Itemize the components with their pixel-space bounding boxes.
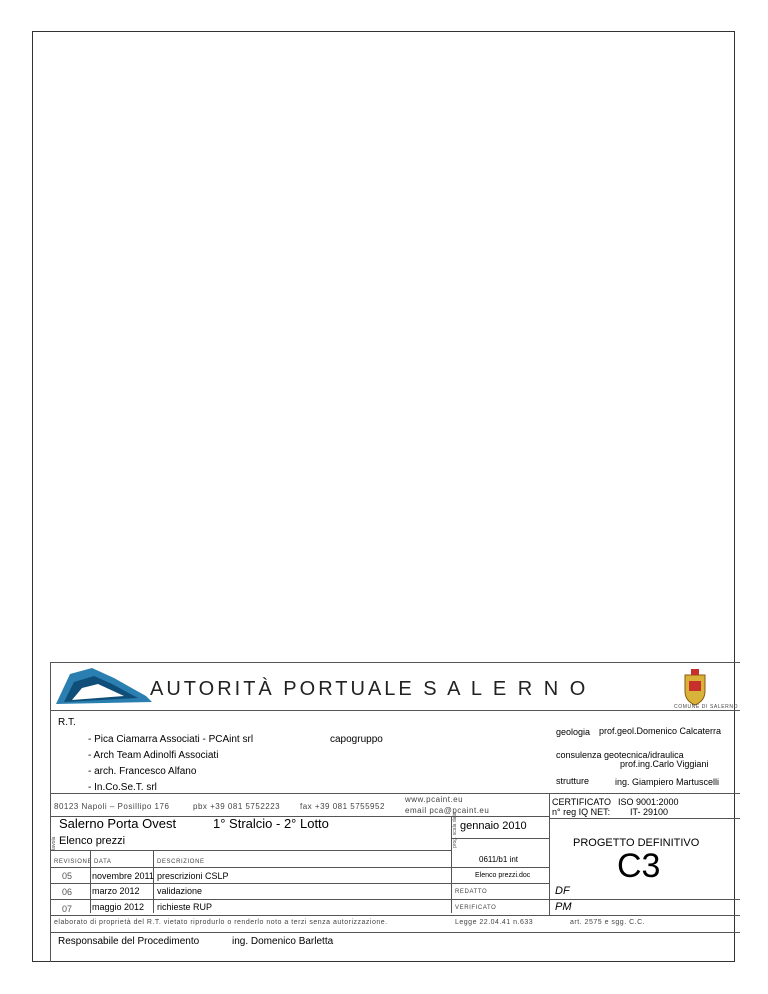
geologia-name: prof.geol.Domenico Calcaterra — [599, 726, 722, 736]
verificato-label: VERIFICATO — [455, 905, 497, 911]
doc-file: Elenco prezzi.doc — [475, 872, 531, 879]
redatto-value: DF — [555, 885, 570, 897]
date-header: DATA — [94, 859, 112, 865]
redatto-label: REDATTO — [455, 889, 488, 895]
revision-number: 07 — [62, 904, 73, 914]
authority-title: AUTORITÀ PORTUALE S A L E R N O — [150, 678, 589, 700]
pbx-text: pbx +39 081 5752223 — [193, 802, 281, 811]
responsabile-name: ing. Domenico Barletta — [232, 936, 334, 947]
certificate-label: CERTIFICATO — [552, 797, 612, 807]
revision-description: prescrizioni CSLP — [157, 871, 229, 881]
project-phase: 1° Stralcio - 2° Lotto — [213, 816, 329, 831]
registration-value: IT- 29100 — [630, 807, 669, 817]
rt-member: - Arch Team Adinolfi Associati — [88, 750, 219, 761]
revision-number: 06 — [62, 887, 73, 897]
port-authority-logo — [54, 664, 154, 706]
address-text: 80123 Napoli – Posillipo 176 — [54, 802, 170, 811]
rt-member: - Pica Ciamarra Associati - PCAint srl — [88, 734, 254, 745]
fax-text: fax +39 081 5755952 — [300, 802, 385, 811]
consulenza-label: consulenza geotecnica/idraulica — [556, 750, 684, 760]
property-notice: elaborato di proprietà del R.T. vietato riprodurlo o renderlo noto a terzi senza autorizzazione. — [54, 919, 388, 926]
rt-member: - In.Co.Se.T. srl — [88, 782, 157, 793]
project-code: C3 — [617, 847, 661, 885]
verificato-value: PM — [555, 901, 572, 913]
description-header: DESCRIZIONE — [157, 859, 205, 865]
revision-number: 05 — [62, 871, 73, 881]
salerno-coat-of-arms-icon — [679, 667, 711, 707]
capogruppo-label: capogruppo — [330, 734, 383, 745]
doc-number: 0611/b1 int — [479, 855, 518, 864]
rt-member: - arch. Francesco Alfano — [88, 766, 197, 777]
strutture-label: strutture — [556, 776, 590, 786]
project-subject: Elenco prezzi — [59, 835, 126, 847]
project-name: Salerno Porta Ovest — [59, 816, 177, 831]
registration-label: n° reg IQ NET: — [552, 807, 611, 817]
revision-date: novembre 2011 — [92, 871, 154, 881]
email-text: email pca@pcaint.eu — [405, 806, 490, 815]
field-label-vertical: tavola — [51, 836, 57, 850]
web-text: www.pcaint.eu — [405, 795, 464, 804]
article-reference: art. 2575 e sgg. C.C. — [570, 919, 646, 926]
date-label-vertical: prog. scala data — [452, 812, 458, 848]
project-stage: PROGETTO DEFINITIVO — [573, 837, 700, 849]
consulenza-name: prof.ing.Carlo Viggiani — [620, 759, 709, 769]
revision-header: REVISIONE — [54, 859, 93, 865]
project-date: gennaio 2010 — [460, 820, 527, 832]
revision-description: validazione — [157, 886, 203, 896]
rt-label: R.T. — [58, 717, 76, 728]
certificate-value: ISO 9001:2000 — [618, 797, 679, 807]
geologia-label: geologia — [556, 727, 591, 737]
revision-date: marzo 2012 — [92, 886, 140, 896]
law-reference: Legge 22.04.41 n.633 — [455, 919, 534, 926]
responsabile-label: Responsabile del Procedimento — [58, 936, 200, 947]
comune-label: COMUNE DI SALERNO — [674, 704, 739, 710]
revision-date: maggio 2012 — [92, 902, 145, 912]
revision-description: richieste RUP — [157, 902, 213, 912]
strutture-name: ing. Giampiero Martuscelli — [615, 777, 720, 787]
